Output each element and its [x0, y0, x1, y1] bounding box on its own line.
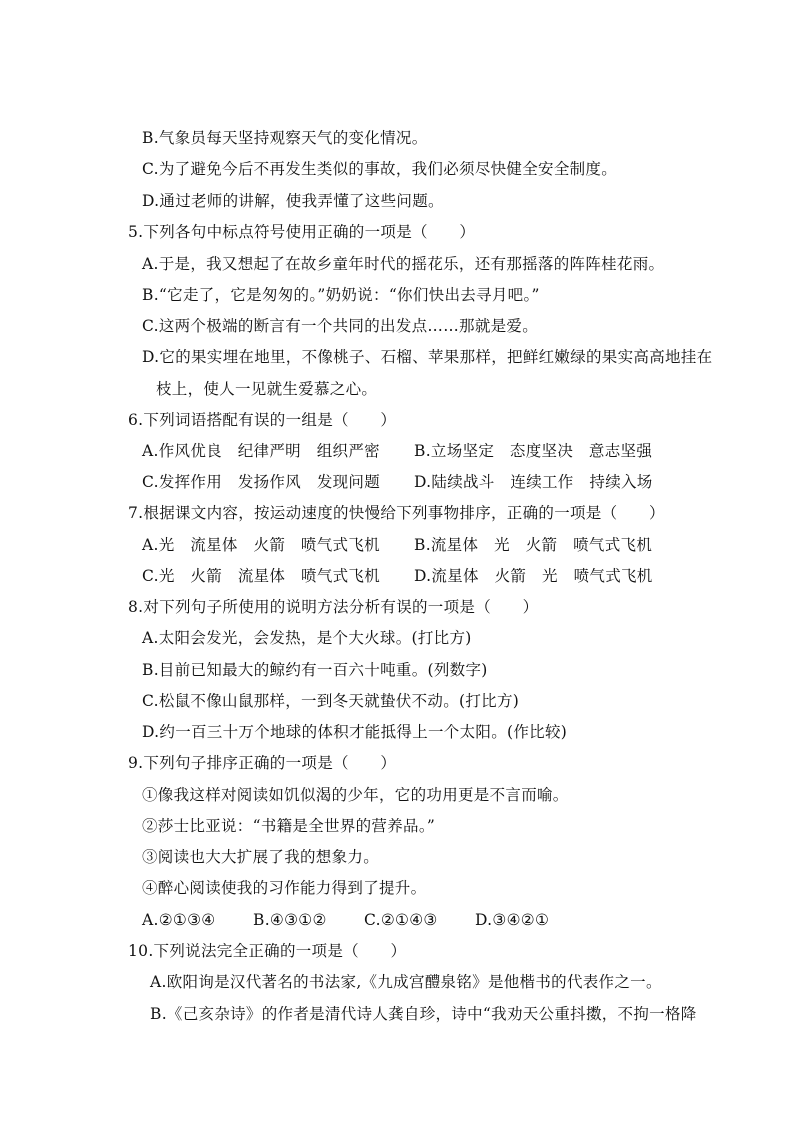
q6-option-b: B.立场坚定 态度坚决 意志坚强 — [414, 442, 653, 460]
q4-option-d: D.通过老师的讲解，使我弄懂了这些问题。 — [142, 192, 444, 210]
q8-option-d: D.约一百三十万个地球的体积才能抵得上一个太阳。(作比较) — [142, 723, 568, 741]
q9-sentence-2: ②莎士比亚说：“书籍是全世界的营养品。” — [142, 817, 436, 835]
q10-option-b: B.《己亥杂诗》的作者是清代诗人龚自珍，诗中“我劝天公重抖擞，不拘一格降 — [150, 1005, 697, 1023]
q6-stem: 6.下列词语搭配有误的一组是（ ） — [128, 411, 397, 429]
q9-option-a: A.②①③④ — [142, 911, 216, 929]
q7-stem: 7.根据课文内容，按运动速度的快慢给下列事物排序，正确的一项是（ ） — [128, 504, 665, 522]
q6-option-d: D.陆续战斗 连续工作 持续入场 — [414, 473, 653, 491]
q5-option-d-line2: 枝上，使人一见就生爱慕之心。 — [156, 380, 378, 398]
q8-option-a: A.太阳会发光，会发热，是个大火球。(打比方) — [142, 629, 472, 647]
q4-option-c: C.为了避免今后不再发生类似的事故，我们必须尽快健全安全制度。 — [142, 160, 618, 178]
q8-stem: 8.对下列句子所使用的说明方法分析有误的一项是（ ） — [128, 598, 539, 616]
q6-option-a: A.作风优良 纪律严明 组织严密 — [142, 442, 380, 460]
q5-option-d-line1: D.它的果实埋在地里，不像桃子、石榴、苹果那样，把鲜红嫩绿的果实高高地挂在 — [142, 348, 713, 366]
q9-option-c: C.②①④③ — [364, 911, 438, 929]
q9-option-b: B.④③①② — [253, 911, 327, 929]
q4-option-b: B.气象员每天坚持观察天气的变化情况。 — [142, 129, 428, 147]
q8-option-c: C.松鼠不像山鼠那样，一到冬天就蛰伏不动。(打比方) — [142, 692, 520, 710]
q5-option-a: A.于是，我又想起了在故乡童年时代的摇花乐，还有那摇落的阵阵桂花雨。 — [142, 255, 665, 273]
q7-option-c: C.光 火箭 流星体 喷气式飞机 — [142, 567, 381, 585]
q6-option-c: C.发挥作用 发扬作风 发现问题 — [142, 473, 381, 491]
q5-stem: 5.下列各句中标点符号使用正确的一项是（ ） — [128, 223, 476, 241]
q8-option-b: B.目前已知最大的鲸约有一百六十吨重。(列数字) — [142, 661, 488, 679]
q10-stem: 10.下列说法完全正确的一项是（ ） — [128, 942, 407, 960]
q9-sentence-1: ①像我这样对阅读如饥似渴的少年，它的功用更是不言而喻。 — [142, 786, 569, 804]
q9-option-d: D.③④②① — [475, 911, 550, 929]
q7-option-d: D.流星体 火箭 光 喷气式飞机 — [414, 567, 653, 585]
q9-sentence-4: ④醉心阅读使我的习作能力得到了提升。 — [142, 879, 427, 897]
q7-option-a: A.光 流星体 火箭 喷气式飞机 — [142, 536, 380, 554]
q9-stem: 9.下列句子排序正确的一项是（ ） — [128, 754, 397, 772]
q7-option-b: B.流星体 光 火箭 喷气式飞机 — [414, 536, 653, 554]
q5-option-c: C.这两个极端的断言有一个共同的出发点……那就是爱。 — [142, 317, 539, 335]
q5-option-b: B.“它走了，它是匆匆的。”奶奶说：“你们快出去寻月吧。” — [142, 286, 540, 304]
q10-option-a: A.欧阳询是汉代著名的书法家,《九成宫醴泉铭》是他楷书的代表作之一。 — [150, 973, 662, 991]
q9-sentence-3: ③阅读也大大扩展了我的想象力。 — [142, 848, 380, 866]
